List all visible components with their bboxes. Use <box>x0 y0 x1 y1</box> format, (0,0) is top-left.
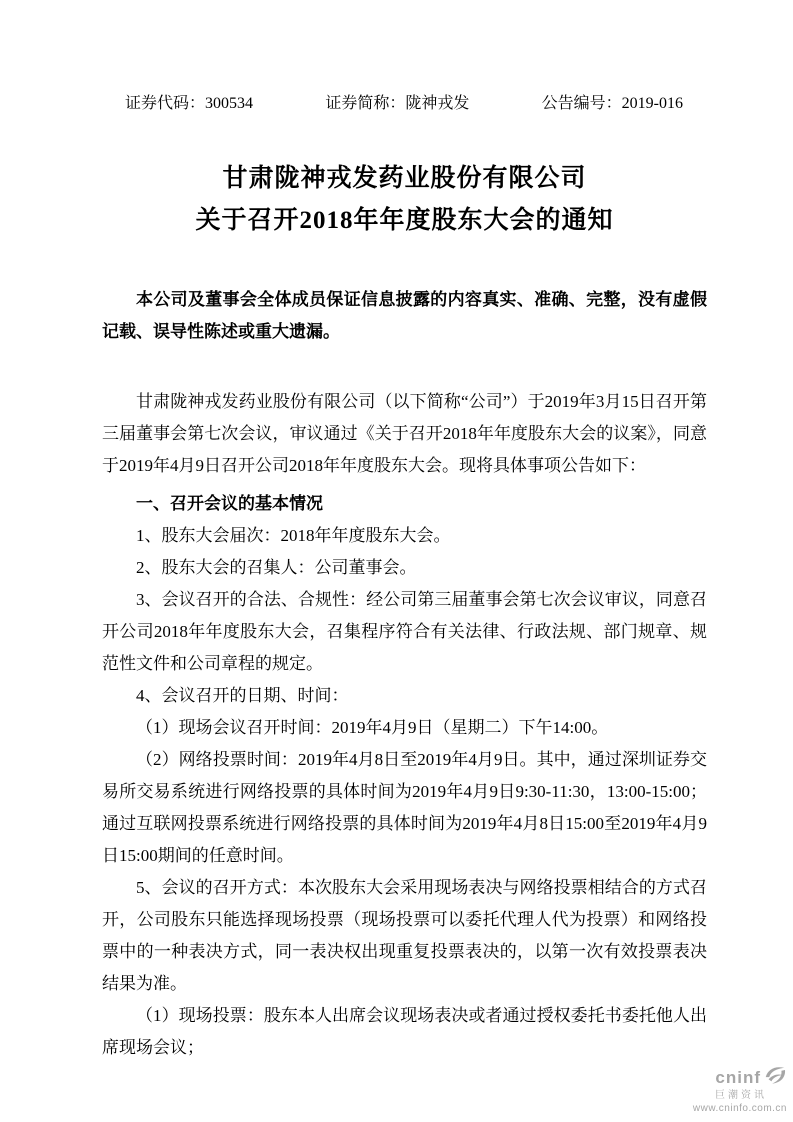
item-1-meeting-session: 1、股东大会届次：2018年年度股东大会。 <box>136 526 451 545</box>
cninfo-brand-row <box>693 1065 787 1089</box>
item-3-legality: 3、会议召开的合法、合规性：经公司第三届董事会第七次会议审议，同意召开公司2018年年度股东大会，召集程序符合有关法律、行政法规、部门规章、规范性文件和公司章程的规定。 <box>102 590 707 673</box>
stock-name: 证券简称：陇神戎发 <box>325 95 470 112</box>
company-name-title: 甘肃陇神戎发药业股份有限公司 <box>222 165 587 192</box>
cninfo-watermark <box>693 1065 787 1114</box>
document-header <box>102 94 707 114</box>
announcement-number: 公告编号：2019-016 <box>541 95 683 112</box>
item-4-date-time: 4、会议召开的日期、时间： <box>136 686 349 705</box>
section-1-heading: 一、召开会议的基本情况 <box>136 494 323 513</box>
intro-paragraph: 甘肃陇神戎发药业股份有限公司（以下简称“公司”）于2019年3月15日召开第三届董事会第七次会议，审议通过《关于召开2018年年度股东大会的议案》，同意于2019年4月9日召开公司2018年年度股东大会。现将具体事项公告如下： <box>102 392 707 475</box>
cninfo-chinese-name: 巨潮资讯 <box>715 1090 767 1101</box>
item-4-2-online-voting-time: （2）网络投票时间：2019年4月8日至2019年4月9日。其中，通过深圳证券交易所交易系统进行网络投票的具体时间为2019年4月9日9:30-11:30，13:00-15:00；通过互联网投票系统进行网络投票的具体时间为2019年4月8日15:00至2019年4月9日15:00期间的任意时间。 <box>102 750 707 865</box>
cninfo-swirl-icon <box>763 1065 787 1089</box>
disclaimer-statement: 本公司及董事会全体成员保证信息披露的内容真实、准确、完整，没有虚假记载、误导性陈述或重大遗漏。 <box>102 290 707 341</box>
document-content <box>102 0 707 1064</box>
item-2-convener: 2、股东大会的召集人：公司董事会。 <box>136 558 417 577</box>
item-5-1-onsite-voting: （1）现场投票：股东本人出席会议现场表决或者通过授权委托书委托他人出席现场会议； <box>102 1006 707 1057</box>
cninfo-url: www.cninfo.com.cn <box>692 1103 787 1114</box>
notice-title: 关于召开2018年年度股东大会的通知 <box>195 207 614 234</box>
cninfo-brand-text: cninf <box>715 1067 761 1087</box>
item-5-meeting-method: 5、会议的召开方式：本次股东大会采用现场表决与网络投票相结合的方式召开，公司股东只能选择现场投票（现场投票可以委托代理人代为投票）和网络投票中的一种表决方式，同一表决权出现重复投票表决的，以第一次有效投票表决结果为准。 <box>102 878 707 993</box>
stock-code: 证券代码：300534 <box>125 95 254 112</box>
item-4-1-onsite-meeting-time: （1）现场会议召开时间：2019年4月9日（星期二）下午14:00。 <box>136 718 609 737</box>
